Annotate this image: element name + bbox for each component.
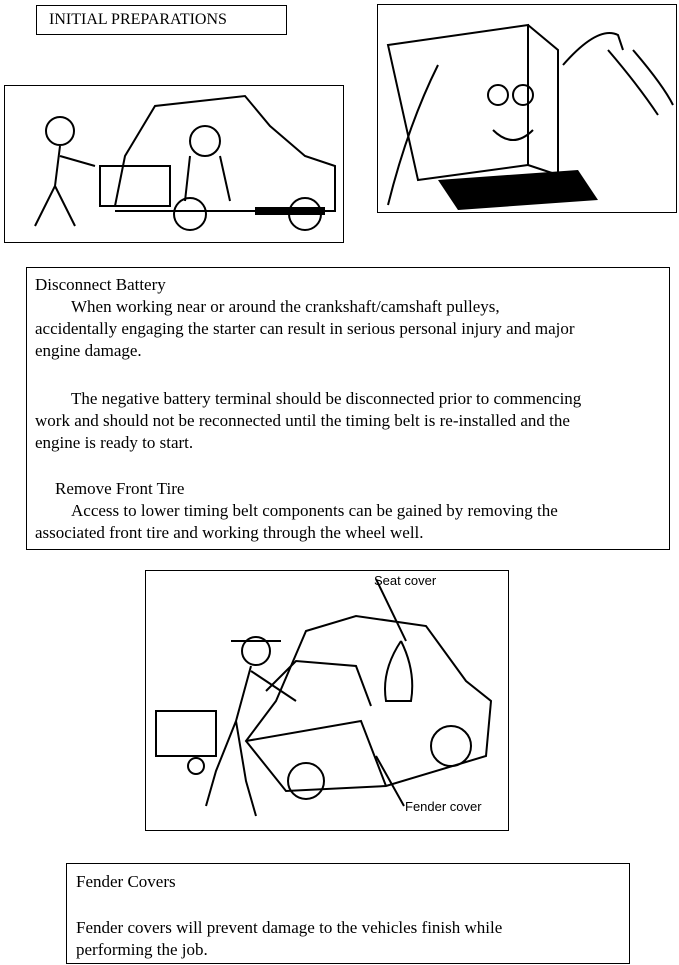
paragraph-line: Access to lower timing belt components can be gained by removing the bbox=[71, 501, 558, 520]
disconnect-battery-box bbox=[26, 267, 670, 550]
mechanic-accident-illustration bbox=[4, 85, 344, 243]
fender-covers-box bbox=[66, 863, 630, 964]
title-box bbox=[36, 5, 287, 35]
car-engine-illustration bbox=[5, 86, 343, 242]
paragraph-line: engine damage. bbox=[35, 341, 142, 360]
page-title: INITIAL PREPARATIONS bbox=[49, 11, 227, 28]
disconnect-battery-heading: Disconnect Battery bbox=[35, 275, 166, 294]
paragraph-line: The negative battery terminal should be disconnected prior to commencing bbox=[71, 389, 582, 408]
remove-front-tire-heading: Remove Front Tire bbox=[55, 479, 185, 498]
paragraph-line: When working near or around the crankshaft/camshaft pulleys, bbox=[71, 297, 500, 316]
battery-character-illustration bbox=[378, 5, 676, 212]
paragraph-line: Fender covers will prevent damage to the vehicles finish while bbox=[76, 918, 503, 937]
paragraph-line: engine is ready to start. bbox=[35, 433, 194, 452]
paragraph-line: associated front tire and working through the wheel well. bbox=[35, 523, 424, 542]
paragraph-line: work and should not be reconnected until the timing belt is re-installed and the bbox=[35, 411, 570, 430]
fender-cover-label: Fender cover bbox=[405, 799, 482, 814]
paragraph-line: accidentally engaging the starter can result in serious personal injury and major bbox=[35, 319, 575, 338]
seat-cover-label: Seat cover bbox=[374, 573, 437, 588]
battery-illustration bbox=[377, 4, 677, 213]
fender-cover-illustration bbox=[145, 570, 509, 831]
car-with-covers-illustration bbox=[146, 571, 508, 830]
fender-covers-heading: Fender Covers bbox=[76, 872, 176, 891]
paragraph-line: performing the job. bbox=[76, 940, 208, 959]
